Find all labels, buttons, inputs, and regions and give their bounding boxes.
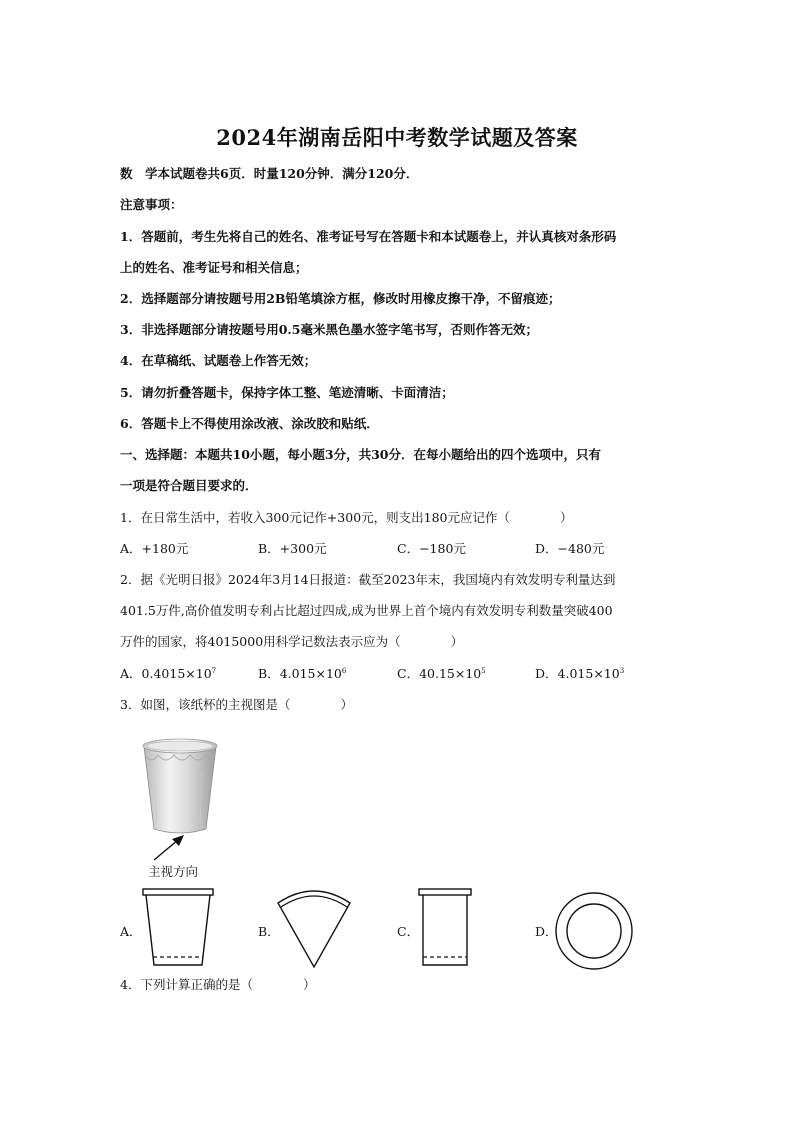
q1-option-d: D．−480元 [535, 541, 605, 556]
question-4-stem: 4．下列计算正确的是（ ） [120, 977, 316, 992]
q3-option-b-figure[interactable] [274, 885, 356, 973]
question-3-stem: 3．如图，该纸杯的主视图是（ ） [120, 697, 353, 712]
page-title: 2024年湖南岳阳中考数学试题及答案 [216, 125, 578, 150]
q3-option-a-figure[interactable] [138, 885, 220, 970]
notice-item: 5．请勿折叠答题卡，保持字体工整、笔迹清晰、卡面清洁； [120, 385, 454, 400]
notice-heading: 注意事项： [120, 197, 183, 212]
notice-item: 1．答题前，考生先将自己的姓名、准考证号写在答题卡和本试题卷上，并认真核对条形码 [120, 229, 617, 244]
question-2-stem: 401.5万件,高价值发明专利占比超过四成,成为世界上首个境内有效发明专利数量突破400 [120, 603, 613, 618]
view-direction-label: 主视方向 [148, 864, 199, 879]
notice-item: 2．选择题部分请按题号用2B铅笔填涂方框，修改时用橡皮擦干净，不留痕迹； [120, 291, 561, 306]
question-1-stem: 1．在日常生活中，若收入300元记作+300元，则支出180元应记作（ ） [120, 510, 573, 525]
q3-option-a-label: A． [120, 924, 142, 939]
notice-item: 3．非选择题部分请按题号用0.5毫米黑色墨水签字笔书写，否则作答无效； [120, 322, 538, 337]
notice-item: 4．在草稿纸、试题卷上作答无效； [120, 353, 317, 368]
notice-item: 6．答题卡上不得使用涂改液、涂改胶和贴纸． [120, 416, 379, 431]
q1-option-b: B．+300元 [258, 541, 327, 556]
question-2-stem: 万件的国家，将4015000用科学记数法表示应为（ ） [120, 634, 464, 649]
section-heading: 一项是符合题目要求的． [120, 478, 258, 493]
question-2-stem: 2．据《光明日报》2024年3月14日报道：截至2023年末，我国境内有效发明专利量达到 [120, 572, 616, 587]
q2-option-b: B．$4.015\times 10^6$ [258, 666, 347, 681]
intro-line: 数 学本试题卷共6页．时量120分钟．满分120分． [120, 166, 419, 181]
direction-arrow-icon [150, 832, 190, 864]
section-heading: 一、选择题：本题共10小题，每小题3分，共30分．在每小题给出的四个选项中，只有 [120, 447, 601, 462]
q3-option-c-label: C． [397, 924, 420, 939]
q2-option-d: D．$4.015\times 10^3$ [535, 666, 625, 681]
q1-option-a: A．+180元 [120, 541, 189, 556]
q3-option-d-label: D． [535, 924, 558, 939]
q3-option-c-figure[interactable] [414, 885, 476, 970]
q3-option-d-figure[interactable] [553, 890, 635, 972]
q2-option-a: A．$0.4015\times 10^7$ [120, 666, 217, 681]
q1-option-c: C．−180元 [397, 541, 466, 556]
notice-item: 上的姓名、准考证号和相关信息； [120, 260, 308, 275]
q2-option-c: C．$40.15\times 10^5$ [397, 666, 486, 681]
q3-option-b-label: B． [258, 924, 280, 939]
